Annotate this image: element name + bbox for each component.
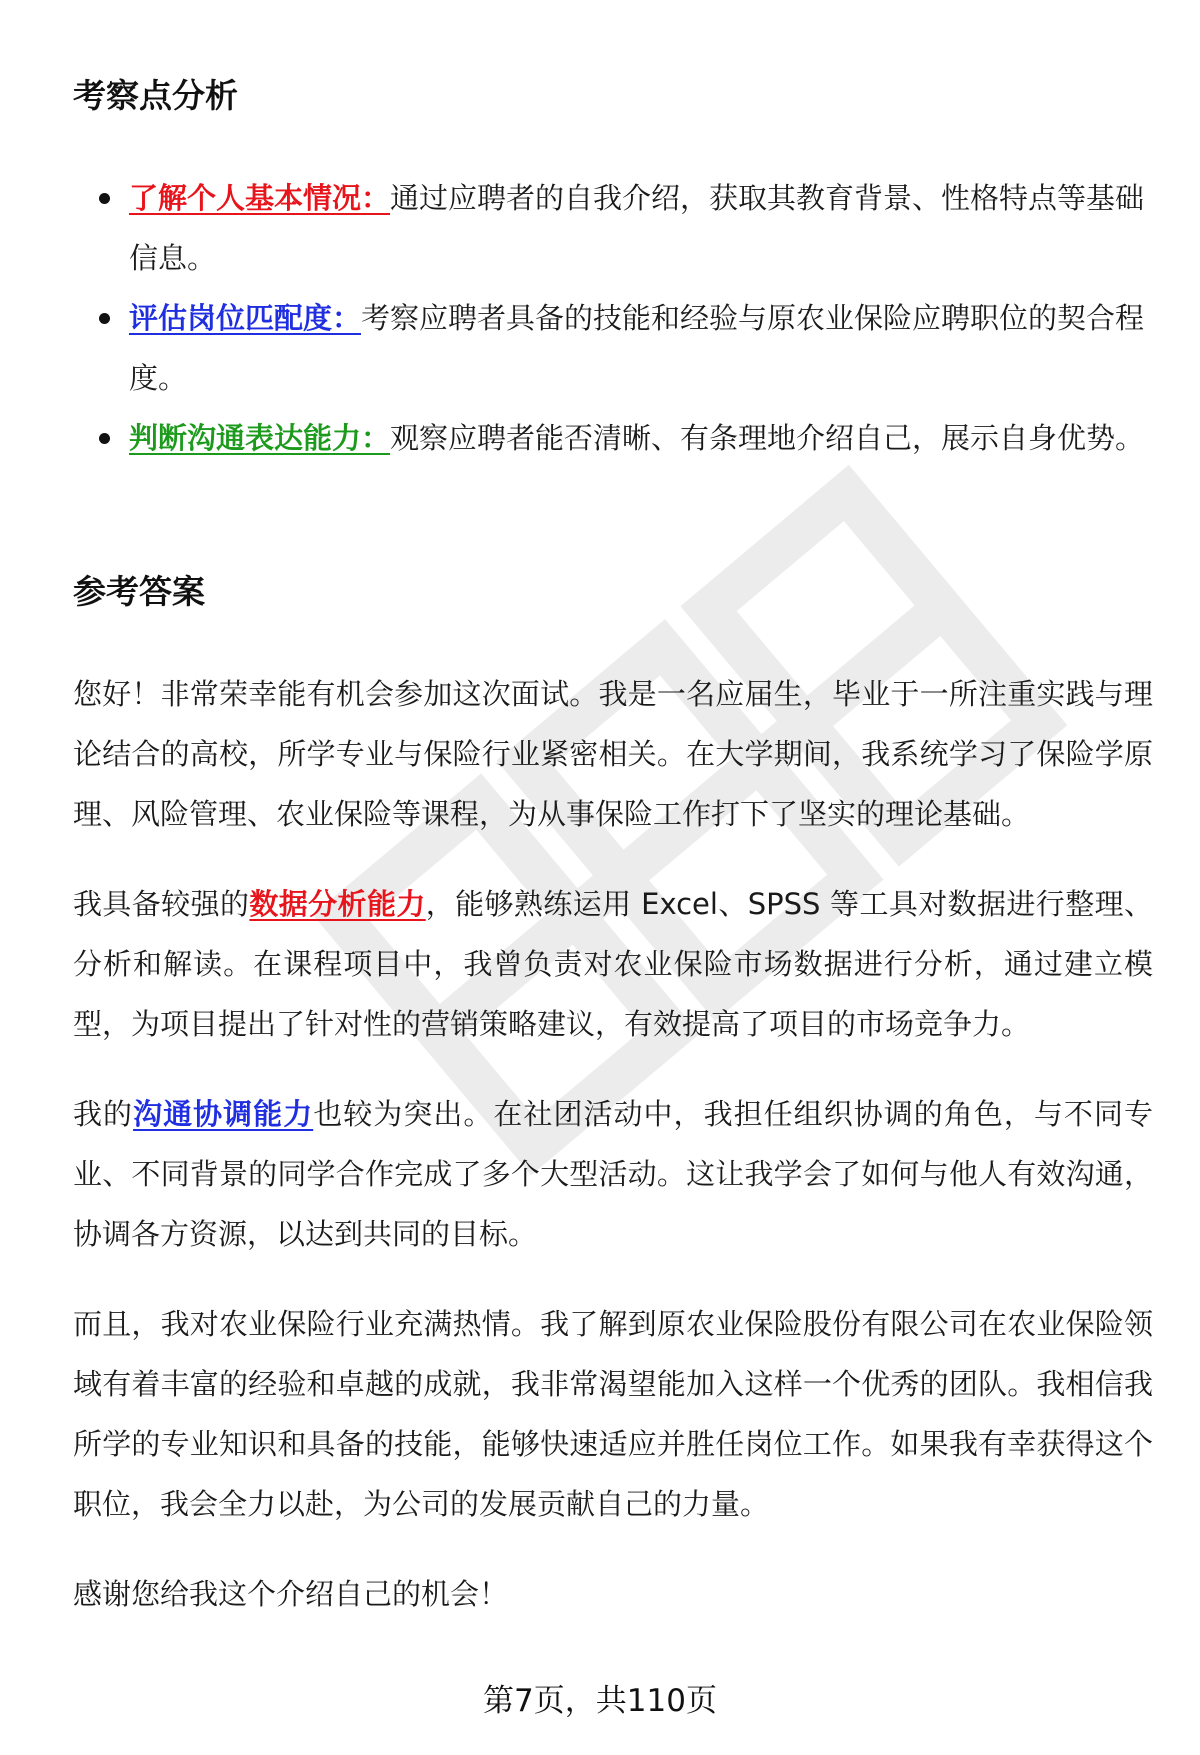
point-keyword: 了解个人基本情况： [129,181,391,215]
analysis-point [73,408,1153,468]
point-keyword: 判断沟通表达能力： [129,421,391,455]
point-text: 观察应聘者能否清晰、有条理地介绍自己，展示自身优势。 [390,421,1145,455]
paragraph-text: ，能够熟练运用 Excel、SPSS 等工具对数据进行整理、分析和解读。在课程项目中，我曾负责对农业保险市场数据进行分析，通过建立模型，为项目提出了针对性的营销策略建议，有效提高了项目的市场竞争力。 [73,887,1153,1041]
section-title-analysis: 考察点分析 [73,76,238,115]
answer-paragraph-intro: 您好！非常荣幸能有机会参加这次面试。我是一名应届生，毕业于一所注重实践与理论结合的高校，所学专业与保险行业紧密相关。在大学期间，我系统学习了保险学原理、风险管理、农业保险等课程，为从事保险工作打下了坚实的理论基础。 [73,677,1153,831]
page-number: 第7页，共110页 [483,1683,717,1719]
point-text: 通过应聘者的自我介绍，获取其教育背景、性格特点等基础信息。 [129,181,1145,275]
analysis-point-list [73,168,1153,468]
analysis-point [73,288,1153,408]
point-text: 考察应聘者具备的技能和经验与原农业保险应聘职位的契合程度。 [129,301,1145,395]
highlight-data-analysis: 数据分析能力 [249,887,426,921]
bullet-icon [99,433,110,444]
answer-paragraph-thanks: 感谢您给我这个介绍自己的机会！ [73,1577,509,1611]
section-title-answer: 参考答案 [73,572,205,611]
paragraph-text: 我具备较强的 [73,887,250,921]
bullet-icon [99,313,110,324]
point-keyword: 评估岗位匹配度： [129,301,362,335]
answer-paragraph-motivation: 而且，我对农业保险行业充满热情。我了解到原农业保险股份有限公司在农业保险领域有着丰富的经验和卓越的成就，我非常渴望能加入这样一个优秀的团队。我相信我所学的专业知识和具备的技能，能够快速适应并胜任岗位工作。如果我有幸获得这个职位，我会全力以赴，为公司的发展贡献自己的力量。 [73,1307,1153,1521]
answer-paragraph-data-skill [73,874,1153,1054]
analysis-point [73,168,1153,288]
paragraph-text: 也较为突出。在社团活动中，我担任组织协调的角色，与不同专业、不同背景的同学合作完成了多个大型活动。这让我学会了如何与他人有效沟通，协调各方资源，以达到共同的目标。 [73,1097,1153,1251]
bullet-icon [99,193,110,204]
answer-paragraph-communication [73,1084,1153,1264]
highlight-communication: 沟通协调能力 [133,1097,314,1131]
paragraph-text: 我的 [73,1097,134,1131]
answer-body [73,664,1153,1654]
